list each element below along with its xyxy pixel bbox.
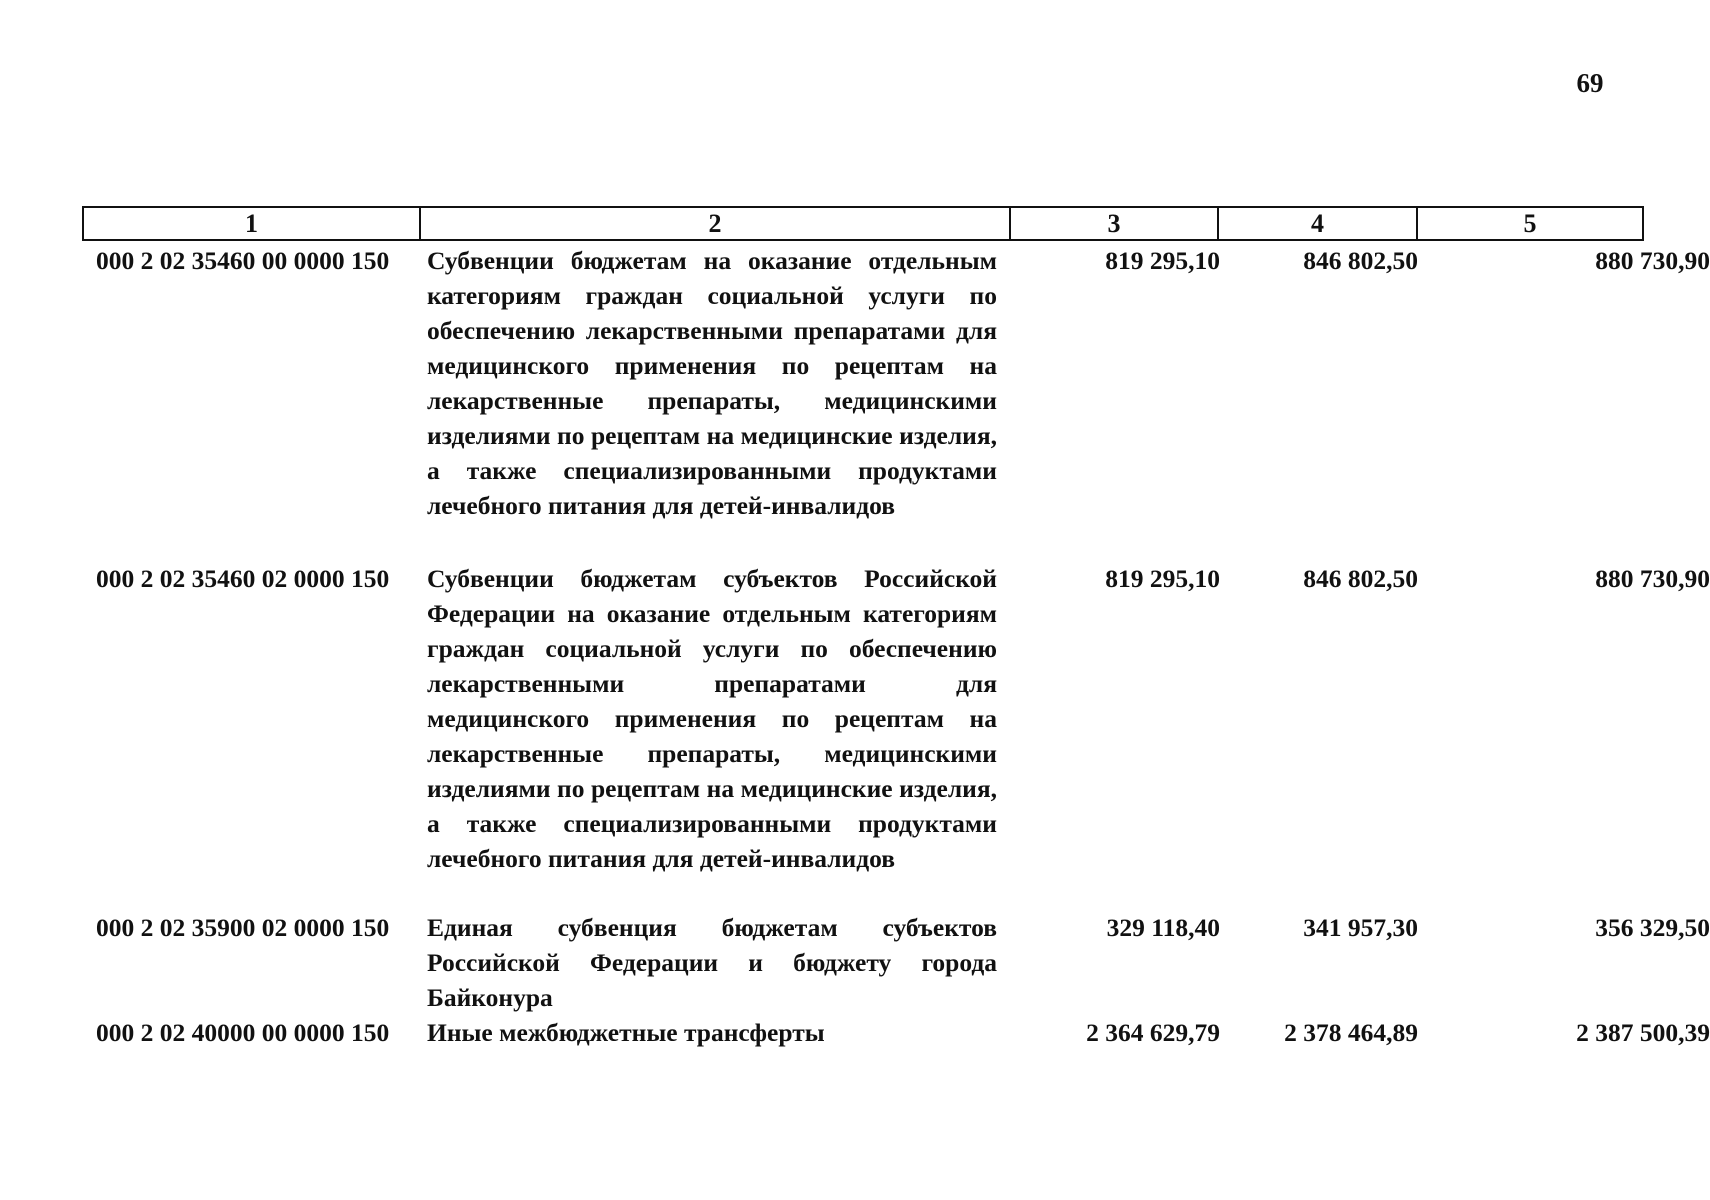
header-col-5: 5 — [1417, 207, 1643, 240]
row-value-col4: 846 802,50 — [1303, 246, 1418, 275]
table-row — [82, 561, 1710, 891]
row-description: Иные межбюджетные трансферты — [427, 1018, 825, 1047]
table-row — [82, 1015, 1710, 1055]
header-col-1: 1 — [83, 207, 420, 240]
header-col-3: 3 — [1010, 207, 1218, 240]
row-value-col3: 819 295,10 — [1105, 246, 1220, 275]
row-code: 000 2 02 35460 02 0000 150 — [96, 564, 390, 593]
row-value-col4: 846 802,50 — [1303, 564, 1418, 593]
header-col-2: 2 — [420, 207, 1010, 240]
header-row — [83, 207, 1643, 240]
row-value-col4: 341 957,30 — [1303, 913, 1418, 942]
row-value-col5: 880 730,90 — [1595, 246, 1710, 275]
row-value-col4: 2 378 464,89 — [1284, 1018, 1418, 1047]
table-row — [82, 243, 1710, 561]
header-col-4: 4 — [1218, 207, 1417, 240]
row-description: Субвенции бюджетам на оказание отдельным категориям граждан социальной услуги по обеспечению лекарственными препаратами для медицинского применения по рецептам на лекарственные препараты, медицинскими изделиями по рецептам на медицинские изделия, а также специализированными продуктами лечебного питания для детей-инвалидов — [427, 246, 997, 520]
row-value-col5: 356 329,50 — [1595, 913, 1710, 942]
row-code: 000 2 02 35900 02 0000 150 — [96, 913, 390, 942]
row-description: Единая субвенция бюджетам субъектов Российской Федерации и бюджету города Байконура — [427, 913, 997, 1012]
row-value-col3: 329 118,40 — [1106, 913, 1220, 942]
row-value-col5: 2 387 500,39 — [1576, 1018, 1710, 1047]
table-header — [82, 206, 1644, 241]
row-value-col3: 819 295,10 — [1105, 564, 1220, 593]
table-row — [82, 910, 1710, 1015]
page-number: 69 — [1576, 68, 1604, 98]
row-value-col3: 2 364 629,79 — [1086, 1018, 1220, 1047]
row-value-col5: 880 730,90 — [1595, 564, 1710, 593]
row-description: Субвенции бюджетам субъектов Российской Федерации на оказание отдельным категориям граждан социальной услуги по обеспечению лекарственными препаратами для медицинского применения по рецептам на лекарственные препараты, медицинскими изделиями по рецептам на медицинские изделия, а также специализированными продуктами лечебного питания для детей-инвалидов — [427, 564, 997, 873]
row-code: 000 2 02 35460 00 0000 150 — [96, 246, 390, 275]
row-code: 000 2 02 40000 00 0000 150 — [96, 1018, 390, 1047]
